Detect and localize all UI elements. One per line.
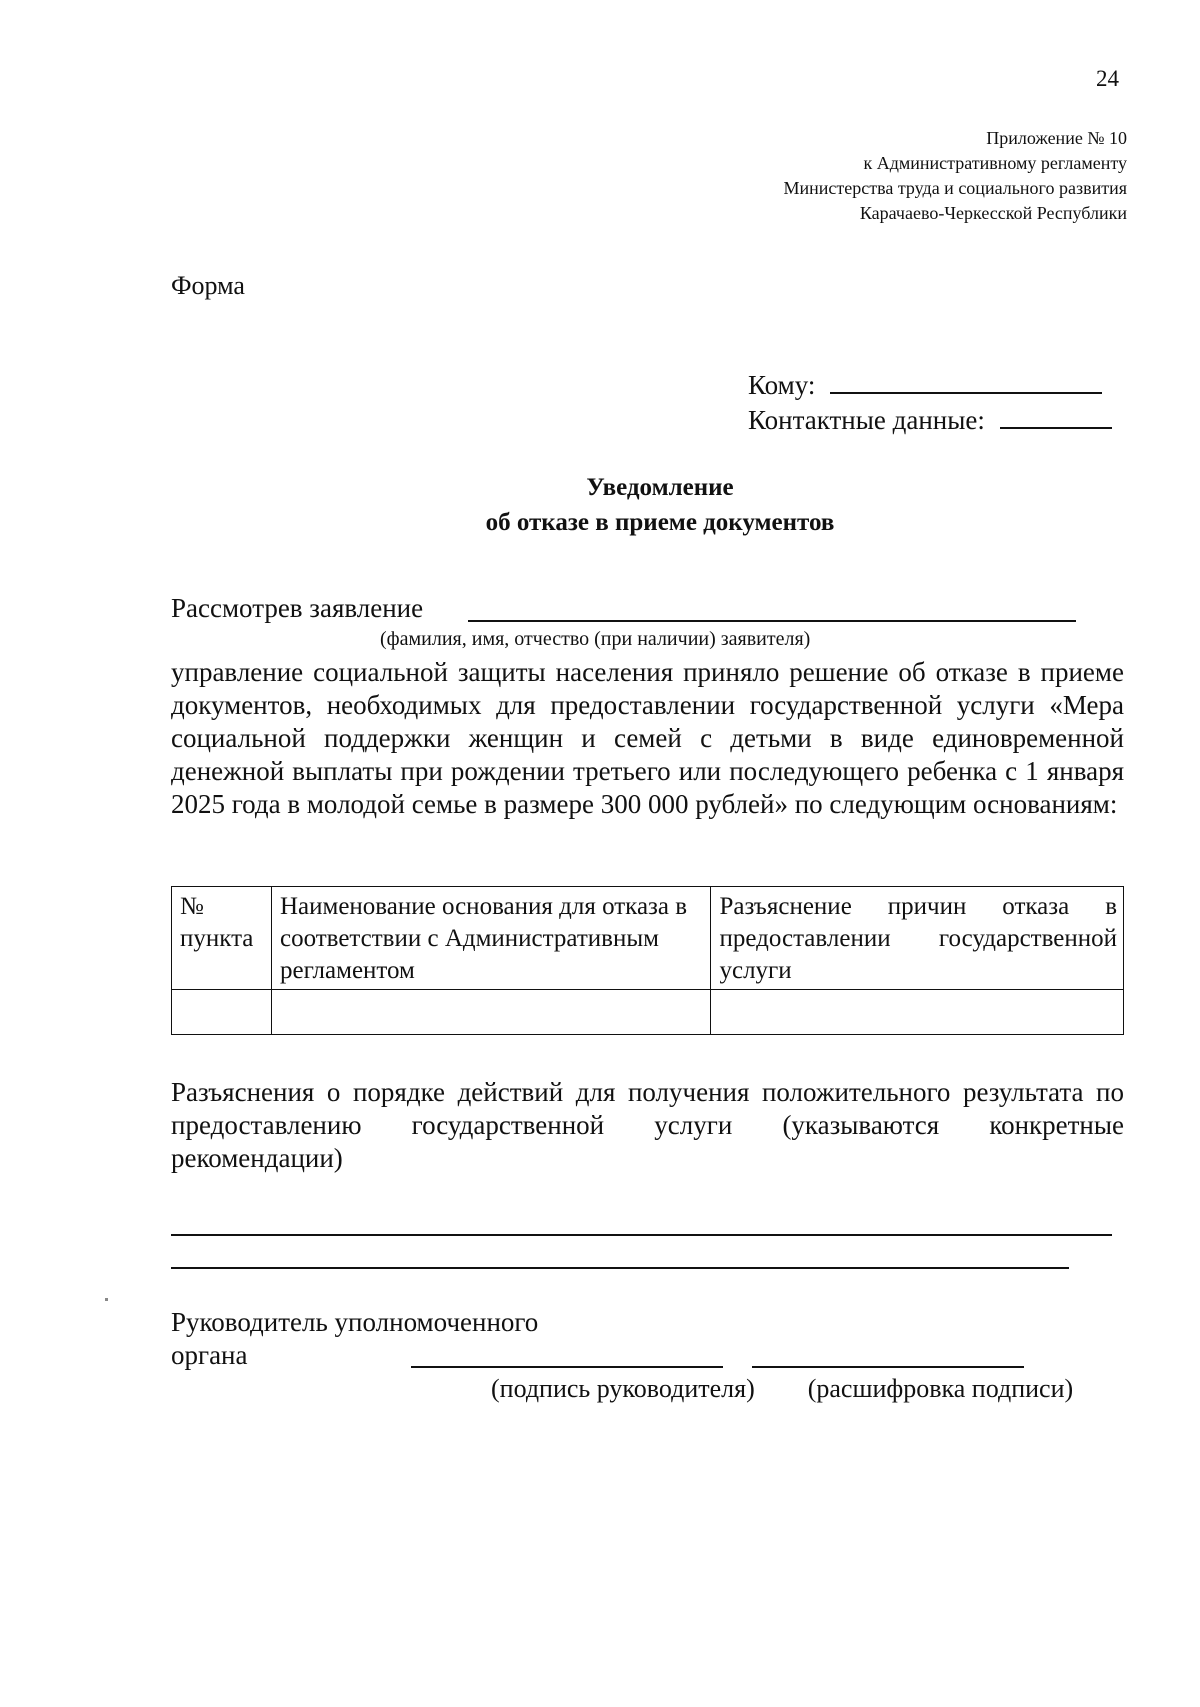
table-header-row (172, 887, 1124, 990)
title-line: об отказе в приеме документов (485, 509, 835, 536)
recipient-to-label: Кому: (748, 370, 816, 400)
appendix-line: Карачаево-Черкесской Республики (859, 203, 1127, 223)
signature-decoding-field[interactable] (752, 1366, 1024, 1368)
explanation-paragraph: Разъяснения о порядке действий для получения положительного результата по предоставлению государственной услуги (указываются конкретные рекомендации) (171, 1077, 1124, 1173)
appendix-header (783, 126, 1127, 226)
header-cell-number: № пункта (172, 887, 272, 990)
table-row (172, 990, 1124, 1035)
appendix-line: Приложение № 10 (986, 128, 1127, 148)
signatory-label (171, 1306, 538, 1372)
signature-caption: (подпись руководителя) (491, 1374, 755, 1403)
recipient-contacts-label: Контактные данные: (748, 405, 985, 435)
appendix-line: к Административному регламенту (863, 153, 1127, 173)
main-paragraph: управление социальной защиты населения приняло решение об отказе в приеме документов, необходимых для предоставлении государственной услуги «Мера социальной поддержки женщин и семей с детьми в виде единовременной денежной выплаты при рождении третьего или последующего ребенка с 1 января 2025 года в молодой семье в размере 300 000 рублей» по следующим основаниям: (171, 657, 1124, 819)
decoding-caption: (расшифровка подписи) (807, 1374, 1074, 1403)
reasons-table (171, 886, 1124, 1035)
recommendations-line[interactable] (171, 1234, 1112, 1236)
header-cell-reason: Наименование основания для отказа в соответствии с Административным регламентом (271, 887, 711, 990)
applicant-name-field[interactable] (468, 620, 1076, 622)
recipient-block (748, 368, 1112, 438)
page-number: 24 (1096, 66, 1119, 91)
table-cell[interactable] (172, 990, 272, 1035)
scan-speck (105, 1298, 108, 1301)
appendix-line: Министерства труда и социального развития (783, 178, 1127, 198)
recipient-contacts-field[interactable] (1000, 403, 1112, 429)
recipient-to-row (748, 368, 1112, 403)
applicant-caption: (фамилия, имя, отчество (при наличии) заявителя) (380, 628, 811, 650)
signatory-line: органа (171, 1340, 248, 1370)
form-label: Форма (171, 271, 245, 300)
header-cell-explanation: Разъяснение причин отказа в предоставлении государственной услуги (711, 887, 1124, 990)
table-cell[interactable] (711, 990, 1124, 1035)
signature-field[interactable] (411, 1366, 723, 1368)
recommendations-line[interactable] (171, 1267, 1069, 1269)
signatory-line: Руководитель уполномоченного (171, 1307, 539, 1337)
document-title (0, 470, 1200, 540)
recipient-to-field[interactable] (830, 368, 1102, 394)
signature-captions (491, 1374, 1073, 1404)
title-line: Уведомление (586, 474, 734, 501)
table-cell[interactable] (271, 990, 711, 1035)
recipient-contacts-row (748, 403, 1112, 438)
considering-label: Рассмотрев заявление (171, 593, 424, 623)
